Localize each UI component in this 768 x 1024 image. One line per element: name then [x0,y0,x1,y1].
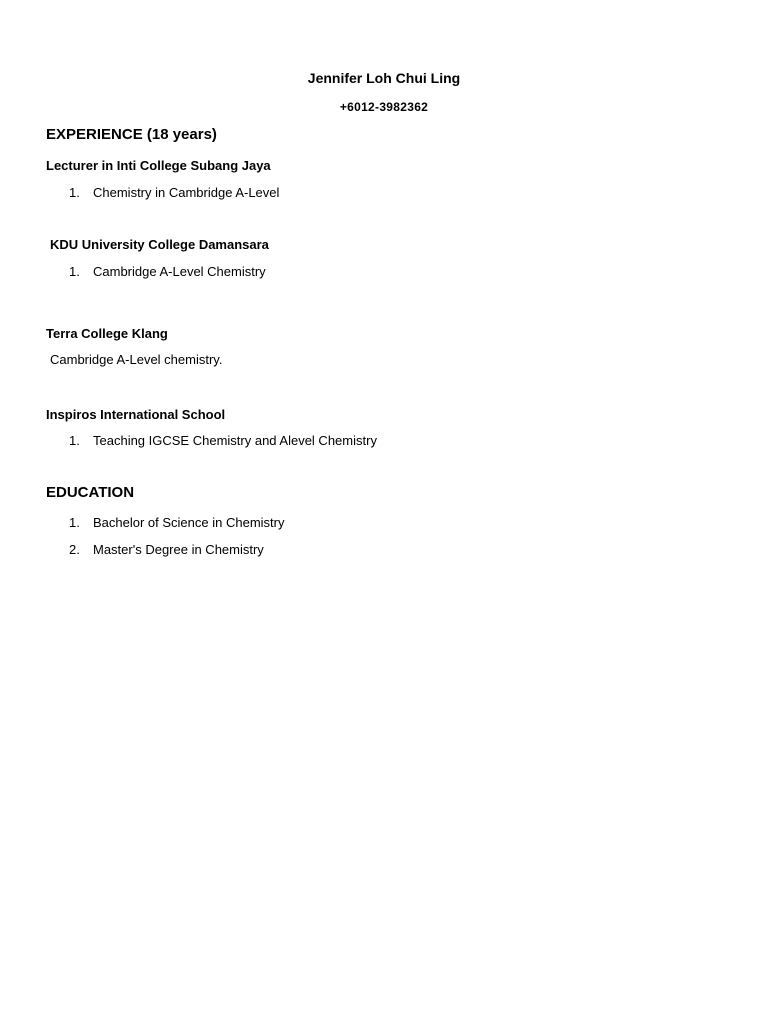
list-number: 1. [69,433,80,448]
employer-inspiros: Inspiros International School [46,407,226,422]
list-number: 1. [69,264,80,279]
employer-terra: Terra College Klang [46,326,168,341]
list-item [69,185,279,200]
experience-heading: EXPERIENCE (18 years) [46,126,217,143]
list-item [69,515,284,530]
list-item [69,264,266,279]
phone-number: +6012-3982362 [339,100,429,114]
list-number: 1. [69,515,80,530]
employer-kdu: KDU University College Damansara [50,237,269,252]
list-item-text: Bachelor of Science in Chemistry [93,515,285,530]
list-item-text: Chemistry in Cambridge A-Level [93,185,280,200]
education-heading: EDUCATION [46,484,135,501]
job-note: Cambridge A-Level chemistry. [50,352,223,367]
list-item-text: Master's Degree in Chemistry [93,542,264,557]
candidate-name: Jennifer Loh Chui Ling [307,70,461,86]
list-item [69,433,377,448]
list-number: 2. [69,542,80,557]
list-item-text: Teaching IGCSE Chemistry and Alevel Chemistry [93,433,377,448]
list-item-text: Cambridge A-Level Chemistry [93,264,266,279]
employer-inti: Lecturer in Inti College Subang Jaya [46,158,271,173]
list-item [69,542,264,557]
list-number: 1. [69,185,80,200]
